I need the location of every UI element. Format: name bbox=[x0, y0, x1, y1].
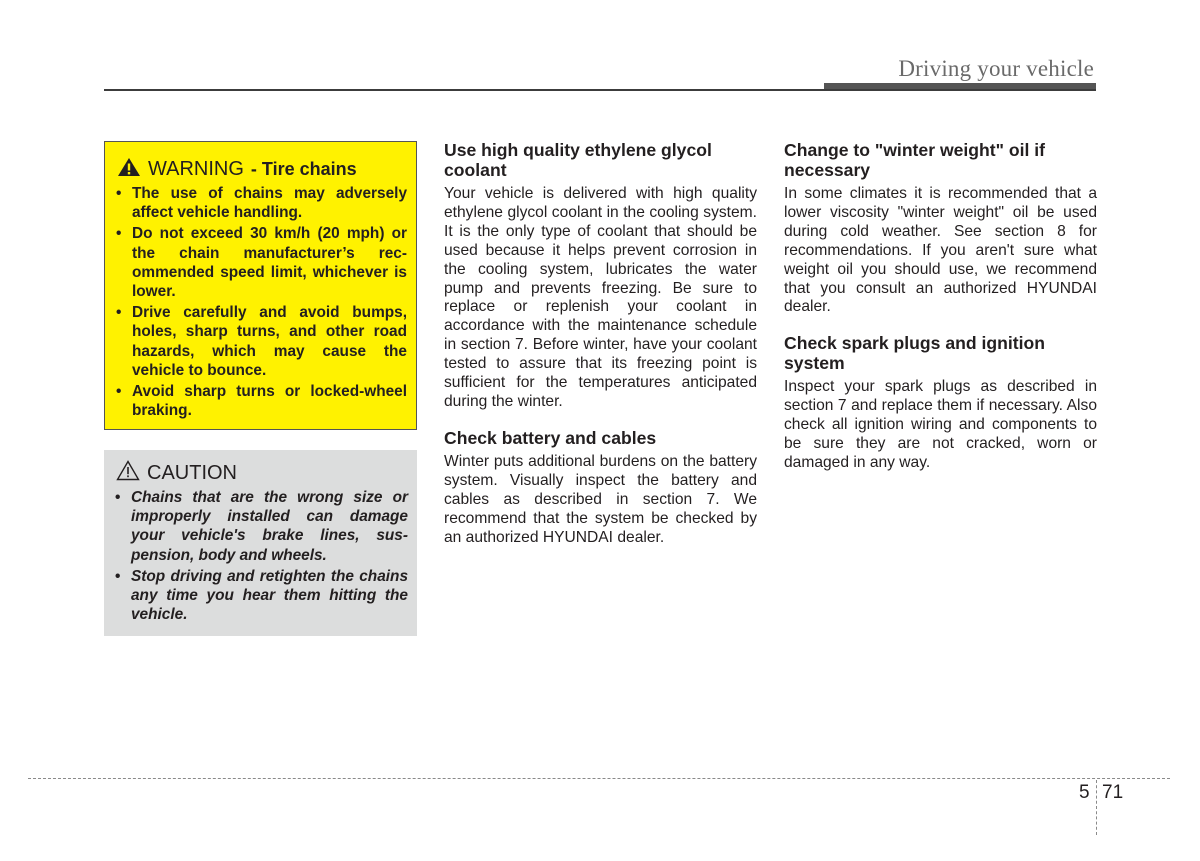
middle-column bbox=[444, 140, 757, 563]
footer-rule bbox=[28, 778, 1170, 779]
section-body: Winter puts additional burdens on the battery system. Visually inspect the battery and cables as described in section 7. We recommend that the system be checked by an authorized HYUNDAI dealer. bbox=[444, 452, 757, 546]
warning-box bbox=[104, 141, 417, 430]
warning-item: • Avoid sharp turns or locked-wheel braking. bbox=[115, 382, 407, 420]
warning-subtitle: - Tire chains bbox=[250, 158, 357, 179]
caution-label: CAUTION bbox=[147, 461, 237, 484]
right-column bbox=[784, 140, 1097, 489]
caution-box bbox=[104, 450, 417, 636]
caution-item: • Chains that are the wrong size or improperly installed can damage your vehicle's brake lines, suspension, body and wheels. bbox=[114, 488, 408, 565]
warning-item: • Do not exceed 30 km/h (20 mph) or the chain manufacturer’s recommended speed limit, whichever is lower. bbox=[115, 224, 407, 301]
warning-triangle-icon bbox=[117, 157, 148, 182]
warning-label: WARNING bbox=[148, 157, 244, 180]
section-body: In some climates it is recommended that a lower viscosity "winter weight" oil be used during cold weather. See section 8 for recommendations. If you aren't sure what weight oil you should use, we recommend that you consult an authorized HYUNDAI dealer. bbox=[784, 185, 1097, 316]
warning-heading bbox=[117, 156, 407, 182]
footer-divider bbox=[1096, 780, 1097, 835]
section-body: Your vehicle is delivered with high quality ethylene glycol coolant in the cooling system. It is the only type of coolant that should be used because it helps prevent corrosion in the cooling system, lubricates the water pump and prevents freezing. Be sure to replace or replenish your coolant in accordance with the maintenance schedule in section 7. Before winter, have your coolant tested to assure that its freezing point is sufficient for the temperatures anticipated during the winter. bbox=[444, 185, 757, 410]
caution-triangle-icon bbox=[116, 460, 147, 486]
warning-item: • The use of chains may adversely affect vehicle handling. bbox=[115, 184, 407, 222]
running-header-title: Driving your vehicle bbox=[898, 56, 1094, 81]
oil-section bbox=[784, 140, 1097, 317]
battery-section bbox=[444, 428, 757, 548]
section-number: 5 bbox=[1079, 782, 1090, 803]
coolant-section bbox=[444, 140, 757, 412]
caution-heading bbox=[116, 461, 408, 485]
section-heading: Check battery and cables bbox=[444, 427, 657, 448]
spark-plugs-section bbox=[784, 333, 1097, 473]
warning-list bbox=[115, 184, 407, 420]
caution-list bbox=[114, 488, 408, 624]
section-heading: Use high quality ethylene glycol coolant bbox=[444, 140, 712, 180]
page-number: 71 bbox=[1102, 782, 1124, 803]
caution-item: • Stop driving and retighten the chains any time you hear them hitting the vehicle. bbox=[114, 567, 408, 625]
warning-item: • Drive carefully and avoid bumps, holes, sharp turns, and other road hazards, which may cause the vehicle to bounce. bbox=[115, 303, 407, 380]
section-heading: Check spark plugs and ignition system bbox=[784, 333, 1046, 374]
section-body: Inspect your spark plugs as described in section 7 and replace them if necessary. Also check all ignition wiring and components to be sure they are not cracked, worn or damaged in any way. bbox=[784, 378, 1097, 471]
header-rule bbox=[104, 89, 1096, 91]
section-heading: Change to "winter weight" oil if necessary bbox=[784, 140, 1046, 180]
